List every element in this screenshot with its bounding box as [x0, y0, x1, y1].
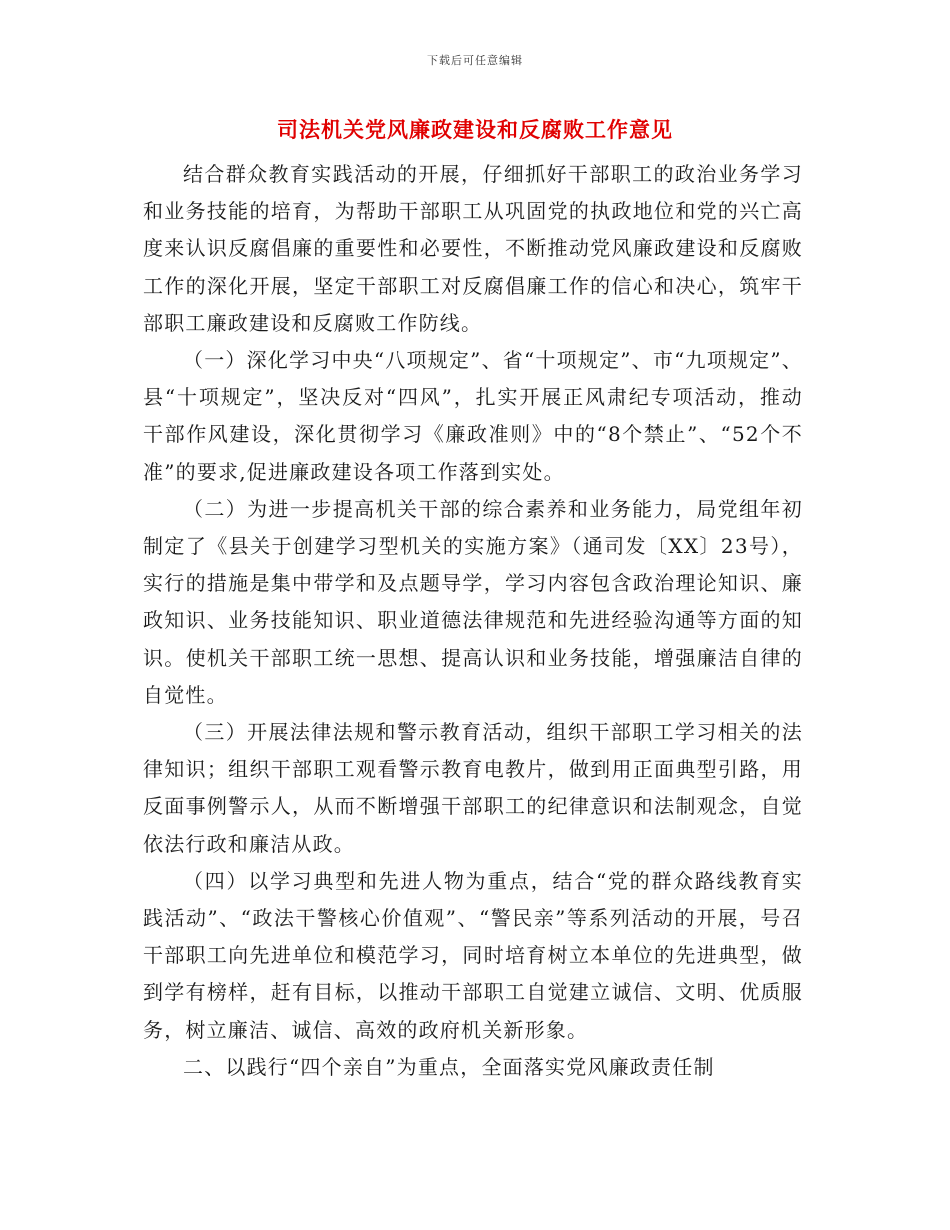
document-body — [143, 156, 803, 1086]
document-title: 司法机关党风廉政建设和反腐败工作意见 — [277, 117, 673, 142]
paragraph-item-2: （二）为进一步提高机关干部的综合素养和业务能力，局党组年初制定了《县关于创建学习型机关的实施方案》（通司发〔XX〕23号），实行的措施是集中带学和及点题导学，学习内容包含政治理论知识、廉政知识、业务技能知识、职业道德法律规范和先进经验沟通等方面的知识。使机关干部职工统一思想、提高认识和业务技能，增强廉洁自律的自觉性。 — [143, 496, 803, 707]
paragraph-item-4: （四）以学习典型和先进人物为重点，结合“党的群众路线教育实践活动”、“政法干警核心价值观”、“警民亲”等系列活动的开展，号召干部职工向先进单位和模范学习，同时培育树立本单位的先进典型，做到学有榜样，赶有目标，以推动干部职工自觉建立诚信、文明、优质服务，树立廉洁、诚信、高效的政府机关新形象。 — [143, 868, 803, 1042]
section-heading-2: 二、以践行“四个亲自”为重点，全面落实党风廉政责任制 — [183, 1054, 715, 1079]
paragraph-intro: 结合群众教育实践活动的开展，仔细抓好干部职工的政治业务学习和业务技能的培育，为帮助干部职工从巩固党的执政地位和党的兴亡高度来认识反腐倡廉的重要性和必要性，不断推动党风廉政建设和反腐败工作的深化开展，坚定干部职工对反腐倡廉工作的信心和决心，筑牢干部职工廉政建设和反腐败工作防线。 — [143, 162, 803, 335]
paragraph-item-3: （三）开展法律法规和警示教育活动，组织干部职工学习相关的法律知识；组织干部职工观看警示教育电教片，做到用正面典型引路，用反面事例警示人，从而不断增强干部职工的纪律意识和法制观念，自觉依法行政和廉洁从政。 — [143, 720, 803, 856]
paragraph-item-1: （一）深化学习中央“八项规定”、省“十项规定”、市“九项规定”、县“十项规定”，坚决反对“四风”，扎实开展正风肃纪专项活动，推动干部作风建设，深化贯彻学习《廉政准则》中的“8个禁止”、“52个不准”的要求,促进廉政建设各项工作落到实处。 — [143, 348, 803, 484]
header-note: 下载后可任意编辑 — [427, 54, 523, 67]
